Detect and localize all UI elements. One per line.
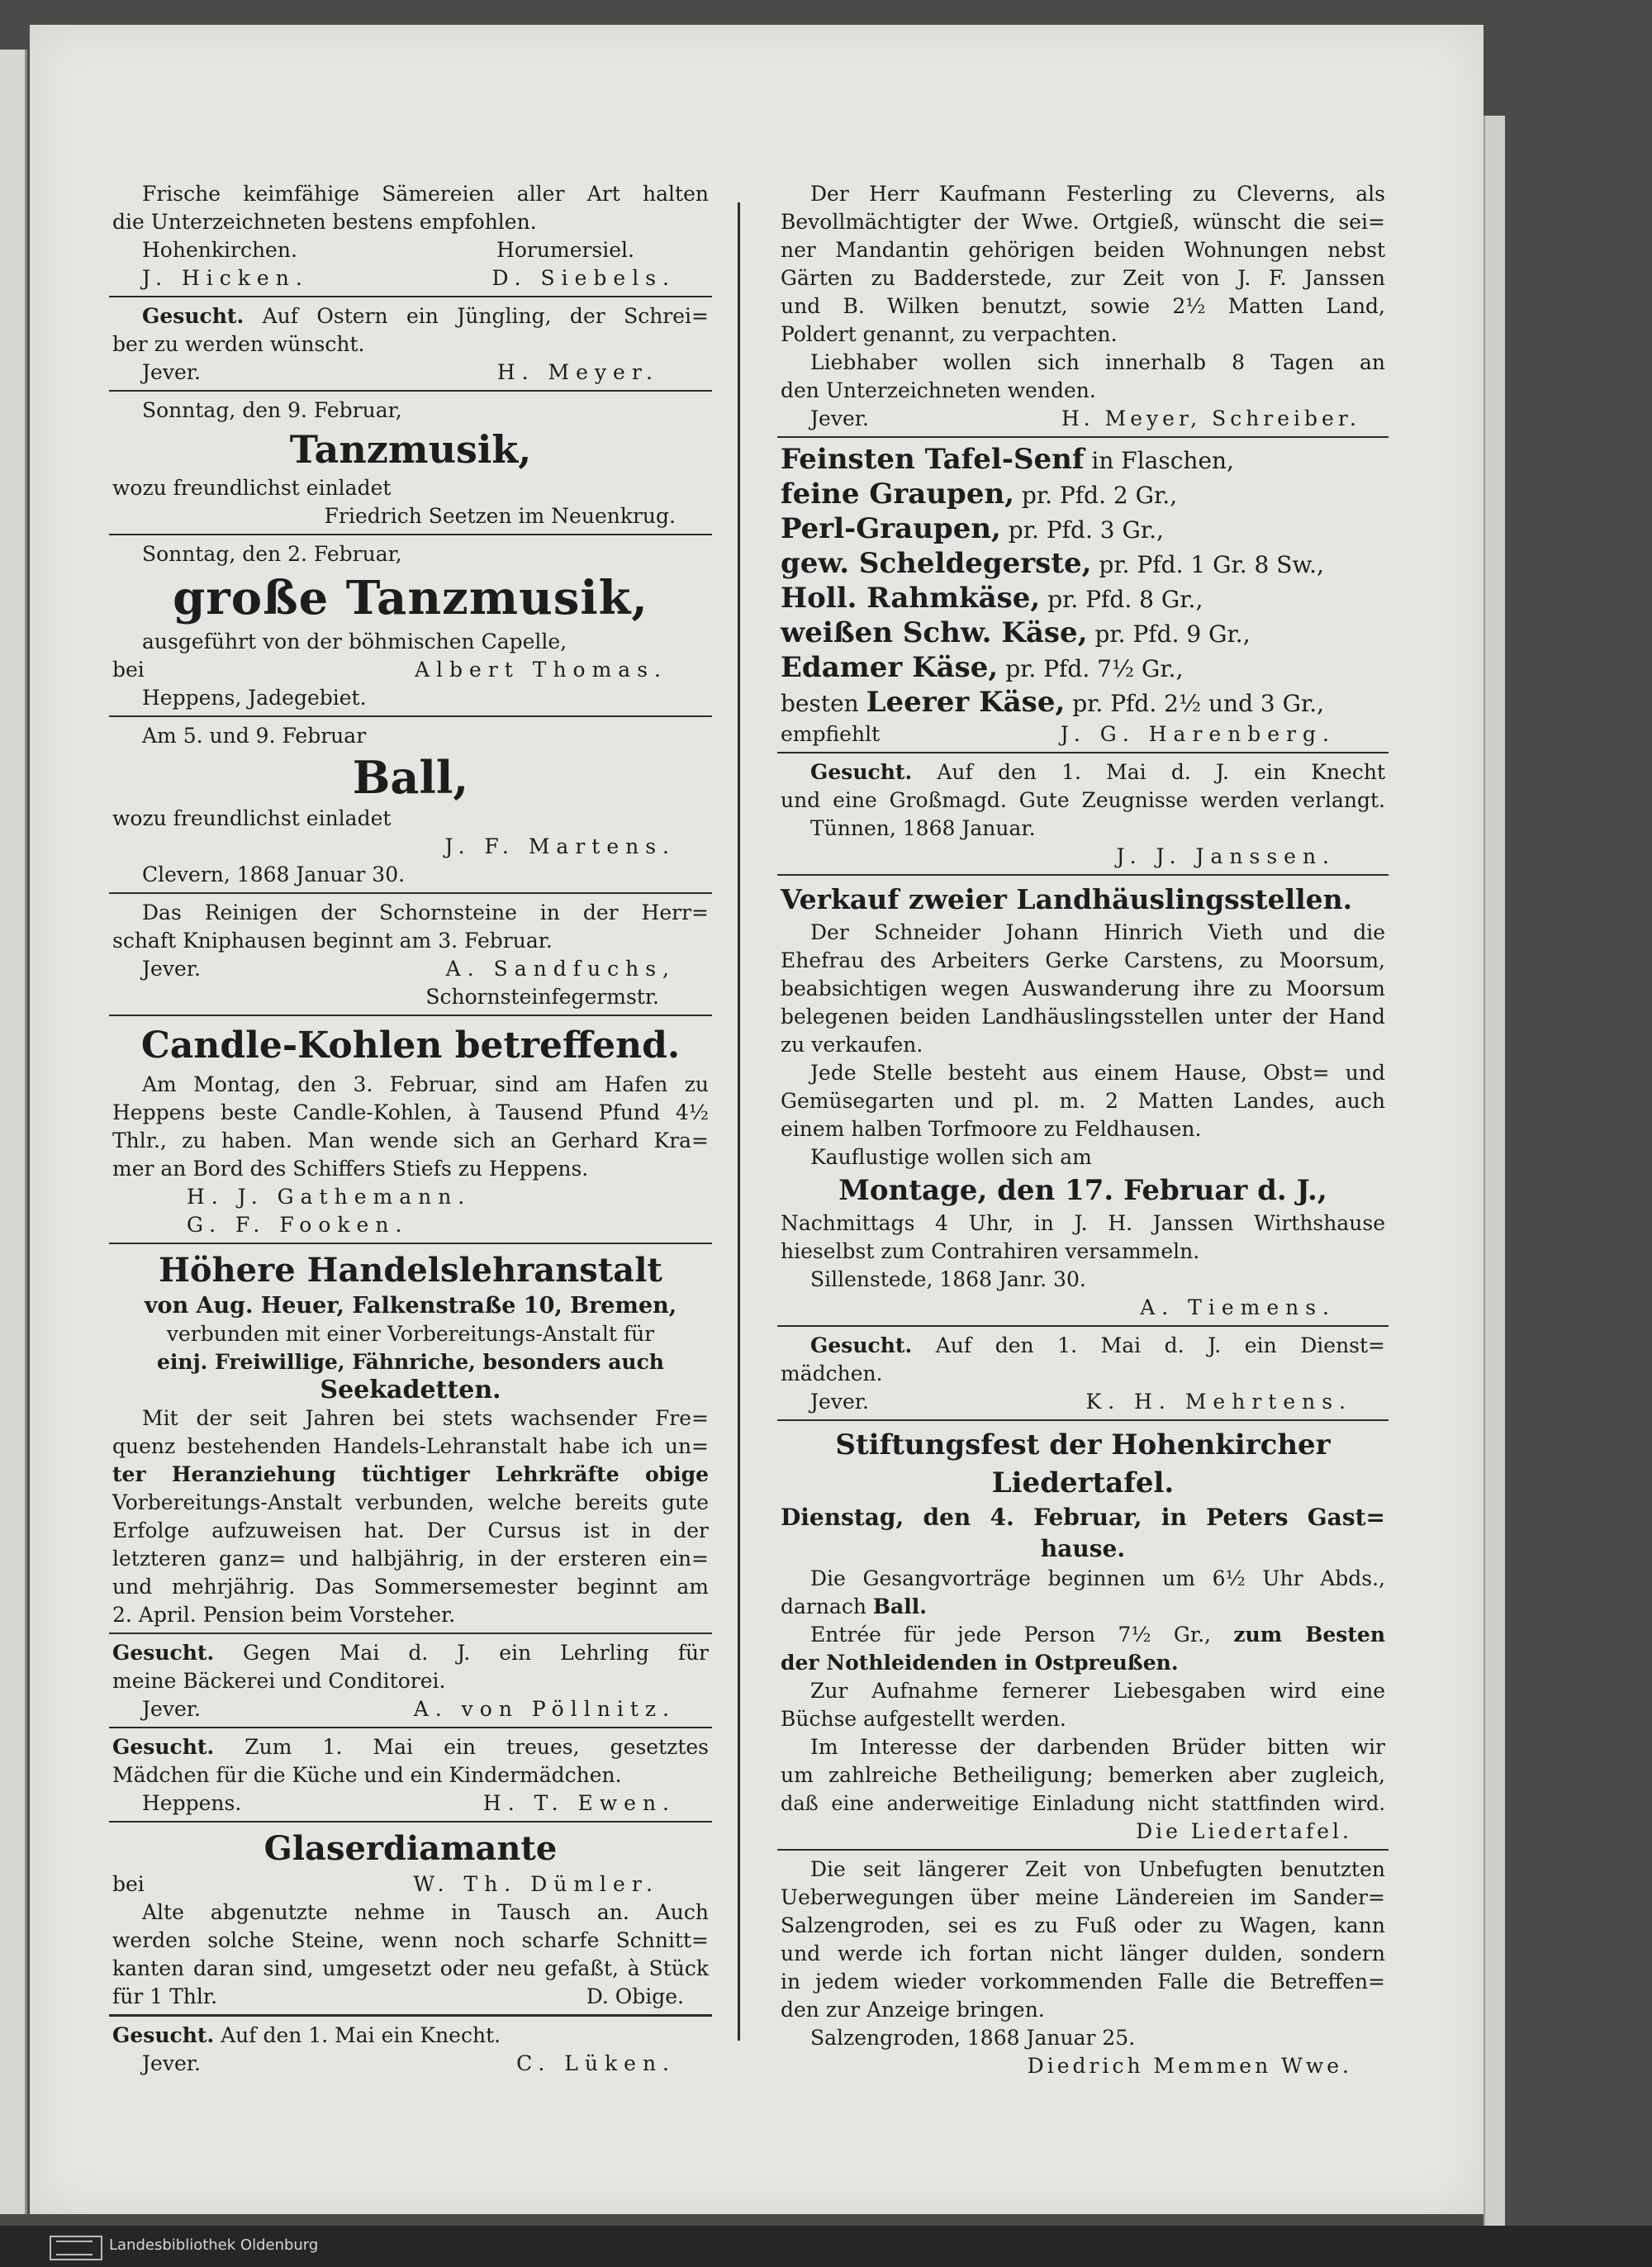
ad-seeds	[109, 180, 712, 292]
text-line: um zahlreiche Betheiligung; bemerken aber zugleich,	[781, 1763, 1385, 1787]
product-price: pr. Pfd. 2 Gr.,	[1021, 482, 1178, 509]
text-line: ter Heranziehung tüchtiger Lehrkräfte obige	[112, 1462, 709, 1486]
date-line: Sonntag, den 2. Februar,	[142, 542, 402, 566]
place: Salzengroden, 1868 Januar 25.	[810, 2026, 1136, 2050]
ad-property-sale	[777, 881, 1389, 1322]
library-name: Landesbibliothek Oldenburg	[109, 2236, 319, 2254]
text-line: einem halben Torfmoore zu Feldhausen.	[781, 1117, 1202, 1141]
text-line: Auf den 1. Mai d. J. ein Dienst=	[935, 1333, 1385, 1357]
product-price: pr. Pfd. 7½ Gr.,	[1005, 655, 1184, 682]
signature-row	[112, 2050, 709, 2078]
ad-wanted-apprentice	[109, 1639, 712, 1723]
signature-row	[781, 405, 1385, 433]
place: Jever.	[142, 2051, 201, 2075]
place: Jever.	[810, 406, 869, 430]
ad-heading: Glaserdiamante	[263, 1829, 558, 1868]
text-line: und B. Wilken benutzt, sowie 2½ Matten Land,	[781, 294, 1385, 318]
date-line: Am 5. und 9. Februar	[142, 724, 367, 748]
product-name: gew. Scheldegerste,	[781, 547, 1092, 580]
divider	[109, 1633, 712, 1634]
signature: H. J. Gathemann.	[187, 1185, 472, 1209]
divider	[109, 390, 712, 392]
text-line: Mit der seit Jahren bei stets wachsender Fre=	[142, 1406, 709, 1430]
signature: A. von Pöllnitz.	[413, 1697, 676, 1721]
text-line: mädchen.	[781, 1362, 883, 1385]
product-name: Perl-Graupen,	[781, 512, 1001, 545]
divider	[109, 296, 712, 297]
product-name: weißen Schw. Käse,	[781, 616, 1088, 649]
signature: K. H. Mehrtens.	[1085, 1390, 1352, 1414]
text-line: Büchse aufgestellt werden.	[781, 1707, 1066, 1731]
text-line: Zur Aufnahme fernerer Liebesgaben wird eine	[810, 1679, 1385, 1703]
signature: D. Siebels.	[491, 266, 676, 290]
signature-row	[781, 720, 1385, 749]
divider	[109, 1015, 712, 1016]
signature: J. G. Harenberg.	[1060, 722, 1336, 746]
auction-date: Montage, den 17. Februar d. J.,	[838, 1174, 1327, 1207]
text-line: zum Besten	[1233, 1623, 1385, 1647]
place: Tünnen, 1868 Januar.	[810, 816, 1036, 840]
text-line: wozu freundlichst einladet	[112, 476, 392, 500]
previous-page-edge	[0, 50, 27, 2214]
wanted-label: Gesucht.	[112, 2023, 215, 2047]
text-line: von Aug. Heuer, Falkenstraße 10, Bremen,	[144, 1293, 677, 1319]
text-line: Der Herr Kaufmann Festerling zu Cleverns, als	[810, 182, 1385, 206]
ad-groceries	[777, 443, 1389, 749]
text-line: Liebhaber wollen sich innerhalb 8 Tagen an	[810, 350, 1385, 374]
text-line: Salzengroden, sei es zu Fuß oder zu Wagen, kann	[781, 1913, 1385, 1937]
ad-liedertafel	[777, 1426, 1389, 1846]
text-line: Auf den 1. Mai ein Knecht.	[221, 2023, 501, 2047]
divider	[777, 1849, 1389, 1851]
text-line: ner Mandantin gehörigen beiden Wohnungen nebst	[781, 238, 1385, 262]
place: Hohenkirchen.	[142, 238, 297, 262]
place: Sillenstede, 1868 Janr. 30.	[810, 1267, 1086, 1291]
signature: Die Liedertafel.	[1136, 1819, 1352, 1843]
text-line: Entrée für jede Person 7½ Gr.,	[810, 1623, 1211, 1647]
text-line: Die seit längerer Zeit von Unbefugten benutzten	[810, 1857, 1385, 1881]
signature: J. Hicken.	[142, 266, 309, 290]
signature: H. Meyer, Schreiber.	[1061, 406, 1360, 430]
product-price: pr. Pfd. 2½ und 3 Gr.,	[1072, 690, 1325, 717]
ad-ball	[109, 722, 712, 889]
ad-heading: Stiftungsfest der Hohenkircher	[835, 1428, 1331, 1461]
place: Jever.	[142, 957, 201, 981]
ad-chimney-sweep	[109, 899, 712, 1011]
text-line: Seekadetten.	[320, 1376, 501, 1404]
product-price: pr. Pfd. 8 Gr.,	[1047, 586, 1203, 613]
text-line: Thlr., zu haben. Man wende sich an Gerhard Kra=	[112, 1129, 709, 1153]
signature-row	[112, 1695, 709, 1723]
place: Heppens.	[142, 1791, 242, 1815]
ad-heading: Tanzmusik,	[289, 427, 532, 472]
place: Jever.	[142, 360, 201, 384]
signature: H. T. Ewen.	[482, 1791, 676, 1815]
signature-row	[112, 1870, 709, 1899]
ad-wanted-servants	[777, 758, 1389, 871]
newspaper-page	[30, 25, 1483, 2214]
signature-row	[112, 359, 709, 387]
text-line: Gärten zu Badderstede, zur Zeit von J. F. Janssen	[781, 266, 1385, 290]
text-line: Poldert genannt, zu verpachten.	[781, 322, 1118, 346]
wanted-label: Gesucht.	[112, 1735, 215, 1759]
product-name: Edamer Käse,	[781, 651, 999, 684]
product-name: Holl. Rahmkäse,	[781, 582, 1041, 615]
ad-wanted-housemaid	[777, 1332, 1389, 1416]
signature: D. Obige.	[586, 1984, 684, 2008]
place: Horumersiel.	[496, 238, 634, 262]
text-line: Der Schneider Johann Hinrich Vieth und die	[810, 920, 1385, 944]
text-line: Zum 1. Mai ein treues, gesetztes	[244, 1735, 709, 1759]
text-line: Nachmittags 4 Uhr, in J. H. Janssen Wirthshause	[781, 1211, 1385, 1235]
places-row	[112, 236, 709, 264]
text-line: Heppens beste Candle-Kohlen, à Tausend Pfund 4½	[112, 1100, 709, 1124]
text-line: Das Reinigen der Schornsteine in der Herr=	[142, 901, 709, 924]
text-word: bei	[112, 658, 145, 682]
ad-wanted-maid	[109, 1733, 712, 1818]
divider	[109, 1821, 712, 1823]
date-line: Sonntag, den 9. Februar,	[142, 398, 402, 422]
signature: C. Lüken.	[516, 2051, 676, 2075]
text-line: Vorbereitungs-Anstalt verbunden, welche bereits gute	[112, 1490, 709, 1514]
text-line: und eine Großmagd. Gute Zeugnisse werden verlangt.	[781, 788, 1385, 812]
ad-trespass-notice	[777, 1856, 1389, 2080]
ad-lease	[777, 180, 1389, 433]
text-line: zu verkaufen.	[781, 1033, 923, 1057]
divider	[109, 2014, 712, 2017]
ad-heading: Candle-Kohlen betreffend.	[140, 1024, 681, 1067]
text-line: 2. April. Pension beim Vorsteher.	[112, 1603, 456, 1627]
text-line: Gegen Mai d. J. ein Lehrling für	[243, 1641, 710, 1665]
product-price: in Flaschen,	[1091, 447, 1234, 474]
text-line: Ehefrau des Arbeiters Gerke Carstens, zu Moorsum,	[781, 948, 1385, 972]
text-line: in jedem wieder vorkommenden Falle die Betreffen=	[781, 1970, 1385, 1994]
text-line: belegenen beiden Landhäuslingsstellen unter der Hand	[781, 1005, 1385, 1029]
ad-wanted-clerk	[109, 302, 712, 387]
signature: A. Tiemens.	[1140, 1295, 1336, 1319]
signature: G. F. Fooken.	[187, 1213, 409, 1237]
place: Clevern, 1868 Januar 30.	[142, 863, 406, 886]
text-line: Gemüsegarten und pl. m. 2 Matten Landes, auch	[781, 1089, 1385, 1113]
ad-heading: Liedertafel.	[991, 1466, 1175, 1499]
divider	[109, 534, 712, 535]
divider	[777, 752, 1389, 753]
text-line: Ueberwegungen über meine Ländereien im Sander=	[781, 1885, 1385, 1909]
divider	[109, 715, 712, 717]
product-price: pr. Pfd. 9 Gr.,	[1094, 620, 1251, 648]
text-word: empfiehlt	[781, 722, 881, 746]
text-line: der Nothleidenden in Ostpreußen.	[781, 1651, 1179, 1675]
text-line: mer an Bord des Schiffers Stiefs zu Heppens.	[112, 1157, 589, 1181]
text-line: Alte abgenutzte nehme in Tausch an. Auch	[142, 1900, 709, 1924]
divider	[109, 1727, 712, 1728]
signature: Friedrich Seetzen im Neuenkrug.	[324, 504, 676, 528]
product-price: pr. Pfd. 1 Gr. 8 Sw.,	[1099, 551, 1324, 578]
divider	[109, 892, 712, 894]
product-name: Feinsten Tafel-Senf	[781, 443, 1085, 476]
event-date: Dienstag, den 4. Februar, in Peters Gast=	[781, 1504, 1385, 1531]
text-line: beabsichtigen wegen Auswanderung ihre zu Moorsum	[781, 977, 1385, 1000]
library-building-icon	[50, 2236, 102, 2260]
wanted-label: Gesucht.	[810, 760, 913, 784]
text-line: Auf den 1. Mai d. J. ein Knecht	[937, 760, 1385, 784]
product-name: feine Graupen,	[781, 478, 1015, 511]
text-line: einj. Freiwillige, Fähnriche, besonders auch	[157, 1350, 664, 1374]
text-line: kanten daran sind, umgesetzt oder neu gefaßt, à Stück	[112, 1956, 709, 1980]
text-line: ber zu werden wünscht.	[112, 332, 365, 356]
text-line: Mädchen für die Küche und ein Kindermädchen.	[112, 1763, 622, 1787]
text-line: Bevollmächtigter der Wwe. Ortgieß, wünscht die sei=	[781, 210, 1385, 234]
text-word: Ball.	[872, 1595, 927, 1618]
ad-wanted-farmhand	[109, 2022, 712, 2078]
signature: J. F. Martens.	[444, 834, 676, 858]
text-word: darnach	[781, 1595, 866, 1618]
text-line: Im Interesse der darbenden Brüder bitten wir	[810, 1735, 1385, 1759]
text-word: bei	[112, 1872, 145, 1896]
place: Heppens, Jadegebiet.	[142, 686, 367, 710]
left-column	[109, 180, 712, 2078]
signature-row	[112, 656, 709, 684]
book-edge	[1483, 116, 1505, 2231]
ad-grosse-tanzmusik	[109, 540, 712, 712]
signature: H. Meyer.	[496, 360, 659, 384]
ad-heading: Höhere Handelslehranstalt	[159, 1251, 662, 1290]
text-line: Kauflustige wollen sich am	[810, 1145, 1092, 1169]
text-line: letzteren ganz= und halbjährig, in der ersteren ein=	[112, 1547, 709, 1571]
text-line: ausgeführt von der böhmischen Capelle,	[142, 630, 567, 653]
signature: J. J. Janssen.	[1116, 844, 1336, 868]
signature: A. Sandfuchs,	[445, 957, 676, 981]
event-date: hause.	[1040, 1535, 1126, 1562]
product-name: Leerer Käse,	[866, 686, 1066, 719]
text-line: Die Gesangvorträge beginnen um 6½ Uhr Abds.,	[810, 1566, 1385, 1590]
text-line: Am Montag, den 3. Februar, sind am Hafen zu	[142, 1072, 709, 1096]
ad-heading: Ball,	[352, 751, 469, 804]
divider	[777, 1419, 1389, 1421]
text-line: Auf Ostern ein Jüngling, der Schrei=	[262, 304, 709, 328]
text-line: verbunden mit einer Vorbereitungs-Anstalt für	[166, 1322, 655, 1346]
divider	[777, 436, 1389, 438]
signature: Albert Thomas.	[414, 658, 667, 682]
place: Jever.	[142, 1697, 201, 1721]
text-line: wozu freundlichst einladet	[112, 806, 392, 830]
text-line: meine Bäckerei und Conditorei.	[112, 1669, 446, 1693]
text-line: und werde ich fortan nicht länger dulden, sondern	[781, 1941, 1385, 1965]
ad-glass-diamonds	[109, 1827, 712, 2011]
signature-role: Schornsteinfegermstr.	[425, 985, 659, 1009]
signature-row	[781, 1388, 1385, 1416]
text-line: für 1 Thlr.	[112, 1984, 218, 2008]
ad-heading: große Tanzmusik,	[173, 571, 648, 625]
signature-row	[112, 955, 709, 983]
text-line: Erfolge aufzuweisen hat. Der Cursus ist in der	[112, 1518, 709, 1542]
signature: W. Th. Dümler.	[413, 1872, 659, 1896]
text-line: den Unterzeichneten wenden.	[781, 378, 1096, 402]
text-line: werden solche Steine, wenn noch scharfe Schnitt=	[112, 1928, 709, 1952]
viewer-footer	[0, 2226, 1652, 2267]
text-line: Jede Stelle besteht aus einem Hause, Obst= und	[810, 1061, 1385, 1085]
text-line: und mehrjährig. Das Sommersemester beginnt am	[112, 1575, 709, 1599]
wanted-label: Gesucht.	[112, 1641, 215, 1665]
text-line: Frische keimfähige Sämereien aller Art halten	[142, 182, 709, 206]
right-column	[777, 180, 1389, 2080]
text-line: daß eine anderweitige Einladung nicht stattfinden wird.	[781, 1792, 1385, 1815]
ad-heading: Verkauf zweier Landhäuslingsstellen.	[781, 883, 1353, 915]
divider	[777, 874, 1389, 876]
divider	[777, 1325, 1389, 1327]
text-line: den zur Anzeige bringen.	[781, 1998, 1045, 2022]
text-line: schaft Kniphausen beginnt am 3. Februar.	[112, 929, 553, 953]
text-line: hieselbst zum Contrahiren versammeln.	[781, 1239, 1200, 1263]
product-price: pr. Pfd. 3 Gr.,	[1008, 516, 1164, 544]
wanted-label: Gesucht.	[810, 1333, 913, 1357]
ad-candle-coal	[109, 1021, 712, 1239]
divider	[109, 1243, 712, 1244]
ad-tanzmusik	[109, 397, 712, 530]
signature: Diedrich Memmen Wwe.	[1027, 2054, 1352, 2078]
signature-row	[112, 1789, 709, 1818]
text-line: quenz bestehenden Handels-Lehranstalt habe ich un=	[112, 1434, 709, 1458]
names-row	[112, 264, 709, 292]
wanted-label: Gesucht.	[142, 304, 244, 328]
ad-trade-school	[109, 1249, 712, 1629]
text-line: die Unterzeichneten bestens empfohlen.	[112, 210, 537, 234]
place: Jever.	[810, 1390, 869, 1414]
signature-row	[112, 1983, 709, 2011]
text-word: besten	[781, 690, 859, 717]
column-divider	[738, 202, 740, 2041]
